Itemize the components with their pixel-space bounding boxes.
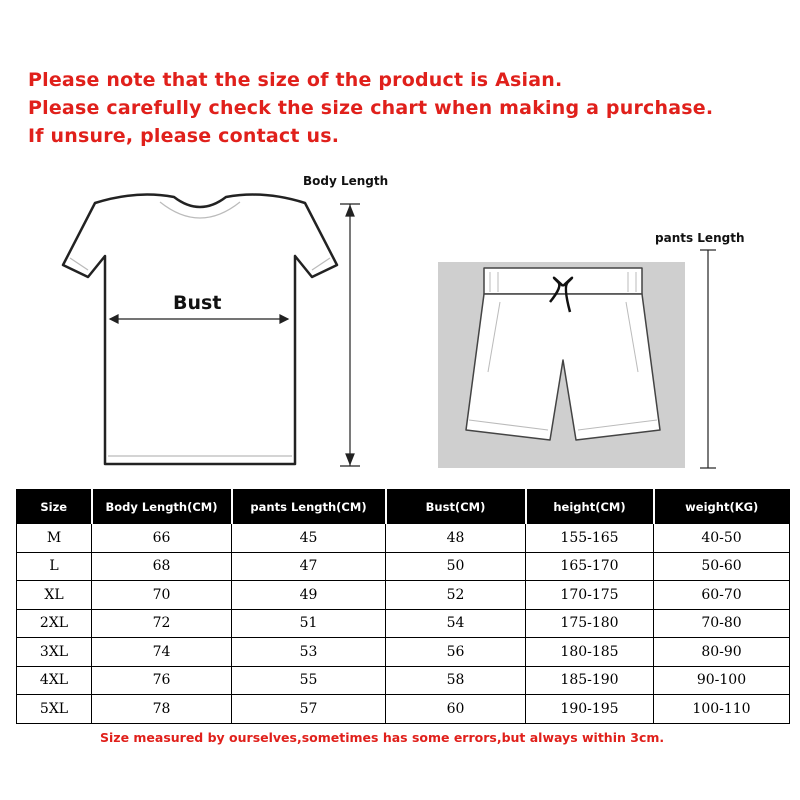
- table-row: [17, 581, 790, 610]
- cell-weight: 70-80: [654, 609, 790, 638]
- shorts-outline: [466, 294, 660, 440]
- cell-bust: 48: [386, 524, 526, 553]
- cell-size: 3XL: [17, 638, 92, 667]
- cell-body-length: 76: [92, 666, 232, 695]
- cell-size: 4XL: [17, 666, 92, 695]
- cell-height: 165-170: [526, 552, 654, 581]
- cell-height: 180-185: [526, 638, 654, 667]
- table-row: [17, 695, 790, 724]
- notice-line-3: If unsure, please contact us.: [28, 125, 340, 147]
- cell-size: M: [17, 524, 92, 553]
- table-row: [17, 609, 790, 638]
- bust-label: Bust: [173, 292, 222, 314]
- cell-pants-length: 53: [232, 638, 386, 667]
- cell-weight: 100-110: [654, 695, 790, 724]
- table-header-row: [17, 490, 790, 524]
- body-length-label: Body Length: [303, 174, 389, 188]
- cell-weight: 50-60: [654, 552, 790, 581]
- purchase-notice: [28, 66, 798, 150]
- notice-line-2: Please carefully check the size chart when making a purchase.: [28, 97, 714, 119]
- size-chart-table: [16, 489, 790, 724]
- cell-bust: 56: [386, 638, 526, 667]
- header-body-length: Body Length(CM): [92, 490, 232, 524]
- cell-bust: 52: [386, 581, 526, 610]
- header-height: height(CM): [526, 490, 654, 524]
- cell-weight: 90-100: [654, 666, 790, 695]
- shorts-diagram: [438, 262, 685, 468]
- table-row: [17, 524, 790, 553]
- tshirt-diagram: [50, 190, 370, 480]
- header-weight: weight(KG): [654, 490, 790, 524]
- cell-pants-length: 45: [232, 524, 386, 553]
- cell-size: 2XL: [17, 609, 92, 638]
- cell-body-length: 74: [92, 638, 232, 667]
- cell-body-length: 72: [92, 609, 232, 638]
- cell-size: L: [17, 552, 92, 581]
- table-row: [17, 638, 790, 667]
- cell-bust: 50: [386, 552, 526, 581]
- body-length-arrow: [340, 204, 360, 466]
- cell-bust: 60: [386, 695, 526, 724]
- pants-length-arrow: [698, 248, 718, 470]
- table-row: [17, 552, 790, 581]
- pants-length-label: pants Length: [655, 231, 745, 245]
- cell-weight: 40-50: [654, 524, 790, 553]
- cell-height: 170-175: [526, 581, 654, 610]
- header-bust: Bust(CM): [386, 490, 526, 524]
- cell-height: 185-190: [526, 666, 654, 695]
- cell-pants-length: 55: [232, 666, 386, 695]
- cell-height: 190-195: [526, 695, 654, 724]
- cell-height: 155-165: [526, 524, 654, 553]
- cell-size: XL: [17, 581, 92, 610]
- cell-body-length: 68: [92, 552, 232, 581]
- cell-pants-length: 49: [232, 581, 386, 610]
- cell-size: 5XL: [17, 695, 92, 724]
- cell-bust: 58: [386, 666, 526, 695]
- cell-weight: 80-90: [654, 638, 790, 667]
- cell-pants-length: 47: [232, 552, 386, 581]
- cell-pants-length: 57: [232, 695, 386, 724]
- measurement-footnote: Size measured by ourselves,sometimes has some errors,but always within 3cm.: [100, 730, 665, 745]
- cell-body-length: 70: [92, 581, 232, 610]
- cell-height: 175-180: [526, 609, 654, 638]
- header-size: Size: [17, 490, 92, 524]
- cell-body-length: 66: [92, 524, 232, 553]
- waistband: [484, 268, 642, 294]
- notice-line-1: Please note that the size of the product is Asian.: [28, 69, 563, 91]
- cell-bust: 54: [386, 609, 526, 638]
- cell-weight: 60-70: [654, 581, 790, 610]
- tshirt-outline: [63, 195, 337, 464]
- header-pants-length: pants Length(CM): [232, 490, 386, 524]
- cell-pants-length: 51: [232, 609, 386, 638]
- shorts-panel: [438, 262, 685, 468]
- cell-body-length: 78: [92, 695, 232, 724]
- table-row: [17, 666, 790, 695]
